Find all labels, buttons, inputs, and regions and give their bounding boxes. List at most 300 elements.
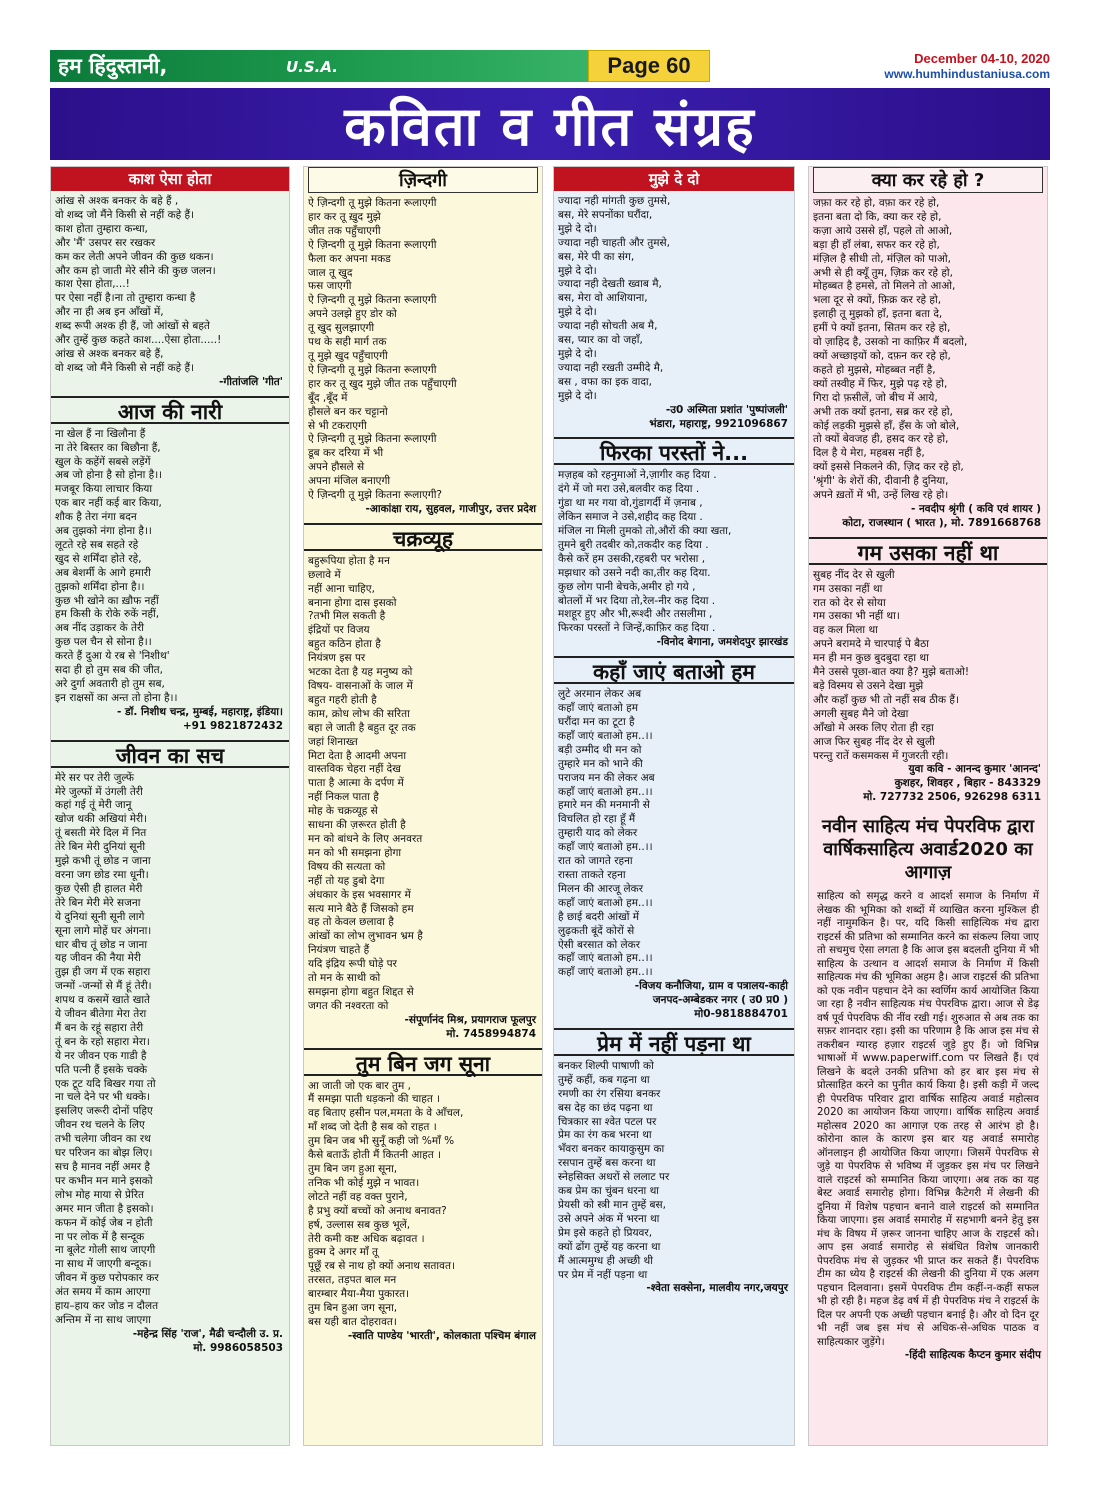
poem-line: ऐ ज़िन्दगी तू मुझे कितना रूलाएगी (308, 197, 437, 209)
poem-line: पर प्रेम में नहीं पड़ना था (558, 1268, 648, 1281)
poem-line: बूँद ,बूँद में (308, 391, 348, 404)
poem-credit-location: कुशहर, शिवहर , बिहार - 843329 (894, 777, 1041, 790)
poem-line: खुल के कहेंगें सबसे लड़ेंगें (55, 455, 151, 468)
page-number-tab (588, 50, 710, 82)
poem-credit-phone: मो. 9986058503 (193, 1341, 283, 1354)
poem-line: तेरे बिन मेरी मेरे सजना (55, 896, 141, 909)
poem-line: बस, मेरे पी का संग, (558, 250, 635, 263)
poem-line: बहुरूपिया होता है मन (308, 554, 390, 567)
poem-line: हम किसी के रोके रुकें नहीं, (55, 608, 160, 621)
poem-line: मंज़िल है सीधी तो, मंज़िल को पाओ, (813, 252, 952, 265)
poem-line: वह कल मिला था (813, 624, 878, 637)
poem-line: अभी से ही क्यूँ तुम, ज़िक्र कर रहे हो, (813, 266, 953, 279)
poem-title: गम उसका नहीं था (809, 537, 1047, 565)
poem-line: मोहब्बत है हमसे, तो मिलने तो आओ, (813, 280, 956, 293)
poem-line: ये जीवन बीतेगा मेरा तेरा (55, 1008, 147, 1021)
poem-line: पराजय मन की लेकर अब (558, 771, 655, 784)
poem-line: सच है मानव नहीं अमर है (55, 1161, 150, 1173)
poem-line: मुझे दे दो। (558, 389, 597, 402)
poem-line: जफ़ा कर रहे हो, वफ़ा कर रहे हो, (813, 197, 940, 209)
poem-credit: युवा कवि - आनन्द कुमार 'आनन्द' (908, 763, 1041, 776)
poem-line: तुम्हारी याद को लेकर (558, 827, 638, 840)
poem-line: एक बार नहीं कई बार किया, (55, 497, 162, 510)
poem-line: पूछूँ रब से नाथ हो क्यों अनाथ सतावत। (308, 1260, 455, 1273)
poem-line: परन्तु रातें कसमकस में गुजरती रही। (813, 749, 949, 762)
poem-credit-phone: मो. 727732 2506, 926298 6311 (863, 791, 1041, 804)
poem-line: मझधार को उसने नदी का,तीर कह दिया. (558, 566, 711, 579)
poem-line: समझना होगा बहुत शिद्दत से (308, 985, 414, 998)
poem-line: इसलिए जरूरी दोनों पहिए (55, 1105, 153, 1118)
poem-line: तो क्यों बेवजह ही, हसद कर रहे हो, (813, 433, 949, 446)
poem-line: आंखों का लोभ लुभावन भ्रम है (308, 930, 423, 943)
poem-line: अपना मंजिल बनाएगी (308, 475, 391, 488)
section-banner (50, 88, 1050, 160)
poem-line: हौसले बन कर चट्टानो (308, 405, 388, 418)
poem-line: यह जीवन की नैया मेरी (55, 952, 141, 965)
poem-line: ना तेरे बिस्तर का बिछौना हैं, (55, 441, 161, 454)
poem-line: अंधकार के इस भवसागर में (308, 888, 411, 901)
poem-line: क्यों ढोंग तुम्हें यह करना था (558, 1240, 661, 1253)
poem-line: अंत समय में काम आएगा (55, 1286, 151, 1299)
poem-line: अब तुझको नंगा होना है।। (55, 525, 152, 538)
poem-line: शपथ व कसमें खाते खाते (55, 994, 151, 1007)
poem-line: जन्मों -जन्मों से मैं हूं तेरी। (55, 980, 152, 993)
poem-line: ये नर जीवन एक गाडी है (55, 1049, 147, 1062)
poem-line: विचलित हो रहा हूँ मैं (558, 813, 636, 826)
poem-title: क्या कर रहे हो ? (813, 167, 1043, 193)
poem-credit: -महेन्द्र सिंह 'राज', मैढी चन्दौली उ. प्र. (132, 1327, 283, 1340)
poem-line: छलावे में (308, 568, 341, 581)
poem-line: कोई लड़की मुझसे हाँ, हँस के जो बोले, (813, 419, 960, 432)
article-headline-line: नवीन साहित्य मंच पेपरविफ द्वारा (821, 816, 1034, 838)
poem-line: ज्यादा नही देखती ख्वाब मै, (558, 278, 662, 291)
poem-line: और ना ही अब इन आँखों में, (55, 306, 164, 319)
poem-line: पाता है आत्मा के दर्पण में (308, 777, 404, 790)
poem-line: मंजिल ना मिली तुमको तो,औरों की क्या खता, (558, 525, 732, 538)
poem-line: प्रेयसी को स्त्री मान तुम्हें बस, (558, 1199, 666, 1211)
poem-line: मैं बन के रहूं सहारा तेरी (55, 1021, 144, 1034)
poem-line: स्नेहसिक्त अधरों से ललाट पर (558, 1171, 670, 1184)
poem-body (304, 197, 542, 503)
poem-line: इंद्रियों पर विजय (308, 624, 370, 637)
poem-line: ऐ ज़िन्दगी तू मुझे कितना रूलाएगी? (308, 489, 442, 502)
poem-line: तेरे बिन मेरी दुनियां सूनी (55, 841, 146, 854)
poem-line: गुंडा था मर गया वो,गुंडागर्दी में ज़नाब , (558, 497, 703, 510)
poem-line: ना साथ में जाएगी बन्दूक। (55, 1258, 152, 1271)
poem-line: मुझे दे दो। (558, 222, 597, 235)
poem-line: आज फिर सुबह नींद देर से खुली (813, 735, 935, 748)
poem-line: काश ऐसा होता,...! (55, 278, 130, 291)
poem-line: हर्ष, उल्लास सब कुछ भूलें, (308, 1218, 411, 1231)
poem-line: मिटा देता है आदमी अपना (308, 749, 407, 762)
masthead-bar (50, 50, 1050, 82)
poem-line: ज्यादा नही चाहती और तुमसे, (558, 236, 670, 249)
poem-line: अमर मान जीता है इसको। (55, 1202, 154, 1215)
site-url-link[interactable]: www.humhindustaniusa.com (884, 67, 1050, 81)
poem-line: उसे अपने अंक में भरना था (558, 1212, 660, 1225)
poem-line: ज्यादा नही रखती उम्मीदे मै, (558, 361, 664, 374)
poem-line: रात को देर से सोया (813, 596, 886, 609)
poem-line: कुछ भी खोने का ख़ौफ नहीं (55, 594, 159, 607)
poem-line: मन ही मन कुछ बुदबुदा रहा था (813, 652, 929, 665)
poem-title: मुझे दे दो (554, 167, 794, 191)
poem-line: मुझे दे दो। (558, 347, 597, 360)
poem-line: वह बिताए हसीन पल,ममता के वे आँचल, (308, 1107, 464, 1120)
poem-title: कहाँ जाएं बताओ हम (554, 656, 794, 684)
poem-line: मजबूर किया लाचार किया (55, 483, 153, 496)
poem-line: रसपान तुम्हें बस करना था (558, 1157, 656, 1170)
poem-line: लूटते रहे सब सहते रहे (55, 538, 139, 551)
poem-line: ऐसी बरसात को लेकर (558, 938, 640, 951)
poem-line: वो ज़ाहिद है, उसको ना काफ़िर मैं बदलो, (813, 336, 968, 349)
poem-line: मैं आत्ममुग्ध ही अच्छी थी (558, 1254, 653, 1267)
poem-line: धार बीच तूं छोड न जाना (55, 938, 148, 951)
poem-line: कुछ लोग पानी बेचके,अमीर हो गये , (558, 580, 696, 593)
poem-line: कहाँ जाएं बताओ हम (558, 702, 638, 715)
poem-line: बस, प्यार का वो जहाँ, (558, 334, 643, 347)
poem-line: ज्यादा नही सोचती अब मै, (558, 320, 658, 333)
poem-line: गम उसका नहीं था (813, 582, 883, 595)
poem-line: भटका देता है यह मनुष्य को (308, 666, 413, 679)
poem-line: कुछ पल चैन से सोना है।। (55, 636, 152, 649)
poem-line: काम, क्रोध लोभ की सरिता (308, 707, 410, 720)
poem-title: आज की नारी (51, 396, 289, 424)
poem-line: भला दूर से क्यों, फ़िक्र कर रहे हो, (813, 294, 942, 307)
poem-line: घर परिजन का बोझ लिए। (55, 1147, 153, 1160)
poem-line: बहा ले जाती है बहुत दूर तक (308, 721, 416, 734)
poem-line: अभी तक क्यों इतना, सब्र कर रहे हो, (813, 405, 953, 418)
poem-line: नहीं आना चाहिए, (308, 582, 375, 595)
poem-line: कब प्रेम का चुंबन धरना था (558, 1185, 660, 1198)
poem-credit: -स्वाति पाण्डेय 'भारती', कोलकाता पश्चिम बंगाल (347, 1329, 536, 1342)
poem-line: कहाँ जाएं बताओ हम..।। (558, 896, 653, 909)
poem-line: नहीं तो यह डुबो देगा (308, 874, 385, 887)
poem-line: बस यही बात दोहरावत। (308, 1315, 397, 1328)
poem-line: अपने ख़तों में भी, उन्हें लिख रहे हो। (813, 489, 949, 502)
poem-line: मशहूर हुए और भी,रूश्दी और तसलीमा , (558, 608, 713, 621)
poem-line: वास्तविक चेहरा नहीं देख (308, 763, 401, 776)
poem-line: फस जाएगी (308, 280, 352, 293)
article-headline-line: वार्षिकसाहित्य अवार्ड2020 का आगाज़ (823, 839, 1033, 884)
poem-line: जीत तक पहुँचाएगी (308, 224, 381, 237)
poem-line: इन राक्षसों का अन्त तो होना है।। (55, 691, 178, 704)
poem-credit: -विजय कनौजिया, ग्राम व पत्रालय-काही (634, 980, 788, 993)
poem-line: तुम्हारे मन को भाने की (558, 757, 643, 770)
poem-line: तुझ ही जग में एक सहारा (55, 966, 151, 979)
poem-credit-phone: मो0-9818884701 (694, 1008, 788, 1021)
poem-line: जाल तू खुद (308, 266, 353, 279)
poem-line: कैसे बताऊँ होती मैं कितनी आहत । (308, 1149, 441, 1162)
poem-line: कहते हो मुझसे, मोहब्बत नहीं है, (813, 363, 936, 376)
poem-line: पर ऐसा नहीं है।ना तो तुम्हारा कन्धा है (55, 292, 196, 305)
poem-credit-phone: मो. 7458994874 (446, 1027, 536, 1040)
poem-line: सदा ही हो तुम सब की जीत, (55, 664, 163, 677)
brand-name: हम हिंदुस्तानी, (58, 54, 168, 78)
poem-line: डूब कर दरिया में भी (308, 447, 384, 460)
poem-line: मुझे दे दो। (558, 306, 597, 319)
poem-line: बड़ी उम्मीद थी मन को (558, 743, 642, 756)
poem-credit: - डॉ. निशीथ चन्द्र, मुम्बई, महाराष्ट्र, इंडिया। (116, 705, 283, 718)
poem-line: शब्द रूपी अश्क ही हैं, जो आंखों से बहते (55, 320, 210, 333)
poem-line: मैं समझा पाती धड़कनो की चाहत । (308, 1093, 441, 1106)
poem-line: कहाँ जाएं बताओ हम..।। (558, 841, 653, 854)
poem-line: अब बेशर्मी के आगे हमारी (55, 566, 151, 579)
poem-credit: -आकांक्षा राय, सुहवल, गाजीपुर, उत्तर प्रदेश (365, 502, 536, 515)
poem-line: कहाँ जाएं बताओ हम..।। (558, 952, 653, 965)
poem-line: कफन में कोई जेब न होती (55, 1216, 153, 1229)
poem-line: हमीं पे क्यों इतना, सितम कर रहे हो, (813, 322, 951, 335)
poem-credit: -श्वेता सक्सेना, मालवीय नगर,जयपुर (646, 1282, 788, 1295)
poem-line: वह तो केवल छलावा है (308, 916, 394, 929)
poem-line: कहां गई तूं मेरी जानू (55, 799, 132, 812)
poem-line: तभी चलेगा जीवन का रथ (55, 1133, 151, 1146)
poem-line: मिलन की आरजू लेकर (558, 882, 644, 895)
poem-line: अगली सुबह मैने जो देखा (813, 707, 909, 720)
poem-body (51, 428, 289, 706)
poem-line: गिरा दो फ़सीलें, जो बीच में आये, (813, 391, 938, 404)
section-title: कविता व गीत संग्रह (344, 95, 756, 158)
poem-credit: -उ0 अस्मिता प्रशांत 'पुष्पांजली' (665, 403, 788, 416)
poem-line: जगत की नश्वरता को (308, 999, 389, 1012)
poem-line: क्यों अच्छाइयों को, दफ़न कर रहे हो, (813, 349, 951, 362)
poem-line: बारम्बार मैया-मैया पुकारत। (308, 1288, 410, 1301)
poem-line: तुम बिन जग हुआ सूना, (308, 1163, 398, 1175)
poem-line: कैसे करें हम उसकी,रहबरी पर भरोसा , (558, 552, 706, 565)
poem-line: एक टूट यदि बिखर गया तो (55, 1077, 156, 1090)
poem-line: आंख से अश्क बनकर के बहे हैं , (55, 195, 179, 207)
poem-line: से भी टकराएगी (308, 419, 367, 432)
poem-line: नहीं निकल पाता है (308, 791, 379, 804)
poem-credit-location: जनपद-अम्बेडकर नगर ( उ0 प्र0 ) (652, 994, 788, 1007)
poem-line: सुबह नींद देर से खुली (813, 568, 895, 581)
poem-line: हाय–हाय कर जोड न दौलत (55, 1300, 159, 1313)
poem-line: बनाना होगा दास इसको (308, 596, 397, 609)
poem-line: तो मन के साथी को (308, 972, 381, 985)
poem-line: बस , वफा का इक वादा, (558, 375, 652, 388)
poem-line: मन को बांधने के लिए अनवरत (308, 832, 423, 845)
issue-date: December 04-10, 2020 (914, 51, 1050, 66)
poem-line: मेरे जुल्फों में उंगली तेरी (55, 785, 143, 798)
poem-line: ना पर लोक में है सन्दूक (55, 1230, 145, 1243)
poem-line: गम उसका भी नहीं था। (813, 610, 900, 623)
poem-line: हार कर तू ख़ुद मुझे (308, 210, 381, 223)
poem-line: कहाँ जाएं बताओ हम..।। (558, 966, 653, 979)
poem-line: लोभ मोह माया से प्रेरित (55, 1188, 145, 1201)
poem-line: है प्रभु क्यों बच्चों को अनाथ बनावत? (308, 1204, 447, 1217)
poem-line: बड़ा ही हाँ लंबा, सफर कर रहे हो, (813, 238, 940, 251)
poem-line: तूं बसती मेरे दिल में नित (55, 827, 147, 840)
poem-line: भँवरा बनकर कायाकुसुम का (558, 1143, 665, 1156)
poem-line: तुम बिन जब भी सुनूँ कही जो %माँ % (308, 1135, 455, 1148)
poem-line: तरसत, तड़पत बाल मन (308, 1274, 397, 1287)
poem-line: हमारे मन की मनमानी से (558, 799, 650, 812)
poem-line: कहाँ जाएं बताओ हम..।। (558, 729, 653, 742)
poem-line: वरना जग छोड रमा धूनी। (55, 868, 149, 881)
poem-line: रास्ता ताकते रहना (558, 868, 626, 881)
poem-line: अब नींद उड़ाकर के तेरी (55, 622, 145, 635)
poem-line: प्रेम का रंग कब भरना था (558, 1129, 652, 1142)
poem-credit: -गीतांजलि 'गीत' (218, 375, 283, 388)
poem-line: दिल है ये मेरा, महबस नहीं है, (813, 447, 925, 460)
poem-line: कम कर लेती अपने जीवन की कुछ थकन। (55, 250, 214, 263)
poem-line: मुझे दे दो। (558, 264, 597, 277)
poem-line: क्यों इससे निकलने की, ज़िद कर रहे हो, (813, 461, 964, 474)
poem-line: लेकिन समाज ने उसे,शहीद कह दिया . (558, 511, 703, 524)
poem-line: वो शब्द जो मैंने किसी से नहीं कहे हैं। (55, 208, 195, 221)
poem-line: अन्तिम में ना साथ जाएगा (55, 1313, 151, 1326)
poem-line: घरौंदा मन का टूटा है (558, 716, 635, 728)
poem-credit: -संपूर्णानंद मिश्र, प्रयागराज फूलपुर (404, 1013, 536, 1026)
poem-body (554, 1060, 794, 1283)
poem-line: अरे दुर्गा अवतारी हो तुम सब, (55, 678, 165, 690)
poem-line: आंख से अश्क बनकर बहे हैं, (55, 347, 164, 360)
poem-credit-location: भंडारा, महाराष्ट्र, 9921096867 (649, 417, 788, 430)
poem-line: मोह के चक्रव्यूह से (308, 805, 378, 818)
poem-line: ना बूलेट गोली साथ जाएगी (55, 1244, 156, 1257)
poem-line: विषय की सत्यता को (308, 860, 386, 873)
poem-line: साधना की ज़रूरत होती है (308, 819, 406, 832)
poem-line: शौक है तेरा नंगा बदन (55, 511, 137, 524)
poem-line: ये दुनियां सूनी सूनी लागे (55, 910, 145, 923)
poem-body (554, 688, 794, 980)
poem-line: फैला कर अपना मकड (308, 252, 391, 265)
poem-body (51, 195, 289, 376)
poem-line: खुद से शर्मिंदा होते रहे, (55, 552, 142, 565)
poem-line: अब जो होना है सो होना है।। (55, 469, 163, 482)
poem-line: तू मुझे खुद पहुँचाएगी (308, 349, 388, 362)
poem-line: ?तभी मिल सकती है (308, 610, 386, 623)
poem-line: काश होता तुम्हारा कन्धा, (55, 222, 148, 235)
poem-line: ना खेल हैं ना खिलौना हैं (55, 427, 146, 440)
poem-line: अपने हौसले से (308, 461, 365, 474)
poem-line: बनकर शिल्पी पाषाणी को (558, 1059, 654, 1072)
poem-line: आ जाती जो एक बार तुम , (308, 1079, 411, 1092)
poem-line: है छाई बदरी आंखों में (558, 910, 640, 923)
poem-line: अपने बरामदे मे चारपाई पे बैठा (813, 638, 929, 651)
poem-title: प्रेम में नहीं पड़ना था (554, 1028, 794, 1056)
poem-line: और 'मैं' उसपर सर रखकर (55, 236, 156, 249)
poem-line: सूना लागे मोहें घर अंगना। (55, 924, 152, 937)
poem-line: बोतलों में भर दिया तो,रेल-नीर कह दिया . (558, 594, 716, 607)
brand-suffix: U.S.A. (286, 58, 338, 76)
poem-body (809, 569, 1047, 764)
brand-band (50, 50, 610, 82)
poem-line: खोज थकी अखियां मेरी। (55, 813, 148, 826)
poem-line: यदि इंद्रिय रूपी घोड़े पर (308, 958, 397, 971)
poem-line: मन को भी समझना होगा (308, 846, 402, 859)
poem-line: दंगे में जो मरा उसे,बलवीर कह दिया . (558, 483, 700, 496)
poem-line: करते हैं दुआ ये रब से 'निशीथ' (55, 650, 170, 663)
poem-title: फिरका परस्तों ने... (554, 437, 794, 465)
poem-credit-location: कोटा, राजस्थान ( भारत ), मो. 7891668768 (842, 516, 1041, 529)
poem-line: फिरका परस्तों ने जिन्हें,काफ़िर कह दिया . (558, 622, 716, 635)
poem-line: पति पत्नी हैं इसके चक्के (55, 1063, 148, 1076)
poem-line: प्रेम इसे कहते हो प्रियवर, (558, 1226, 653, 1239)
poem-line: माँ शब्द जो देती है सब को राहत । (308, 1121, 437, 1134)
poem-line: सत्य माने बैठे हैं जिसको हम (308, 902, 414, 915)
column-1 (50, 166, 290, 1446)
column-4 (808, 166, 1048, 1446)
poem-line: और तुम्हें कुछ कहते काश....ऐसा होता.....! (55, 334, 222, 347)
poem-line: ज्यादा नही मांगती कुछ तुमसे, (558, 195, 671, 207)
poem-title: चक्रव्यूह (304, 523, 542, 551)
poem-line: लुढ़कती बूंदें कोरों से (558, 924, 635, 937)
poem-line: ऐ ज़िन्दगी तू मुझे कितना रूलाएगी (308, 294, 437, 307)
poem-line: पर कभीन मन माने इसको (55, 1174, 153, 1187)
poem-line: तू खुद सुलझाएगी (308, 322, 375, 335)
poem-line: जहां शिनाख्त (308, 735, 358, 748)
poem-line: इलाही तू मुझको हाँ, इतना बता दे, (813, 308, 943, 321)
poem-line: आँखो मे अस्क लिए रोता ही रहा (813, 721, 934, 734)
poem-line: ऐ ज़िन्दगी तू मुझे कितना रूलाएगी (308, 238, 437, 251)
poem-line: रमणी का रंग रसिया बनकर (558, 1087, 661, 1100)
page-number: Page 60 (607, 53, 691, 78)
poem-line: लुटे अरमान लेकर अब (558, 688, 642, 701)
poem-line: और कम हो जाती मेरे सीने की कुछ जलन। (55, 264, 216, 277)
poem-line: कज़ा आये उससे हाँ, पहले तो आओ, (813, 224, 953, 237)
poem-line: कुछ ऐसी ही हालत मेरी (55, 882, 143, 895)
poem-line: पथ के सही मार्ग तक (308, 336, 387, 349)
poem-line: नियंत्रण इस पर (308, 652, 366, 665)
poem-title: जीवन का सच (51, 740, 289, 768)
poem-line: और कहाँ कुछ भी तो नहीं सब ठीक हैं। (813, 693, 959, 706)
poem-line: इतना बता दो कि, क्या कर रहे हो, (813, 210, 942, 223)
poem-line: ऐ ज़िन्दगी तू मुझे कितना रूलाएगी (308, 433, 437, 446)
poem-line: नियंत्रण चाहते हैं (308, 944, 370, 957)
poem-body (304, 1080, 542, 1330)
article-headline (811, 815, 1045, 884)
poem-line: लोटते नहीं वह वक्त पुराने, (308, 1190, 408, 1203)
poem-line: मज़हब को रहनुमाओं ने,ज़ागीर कह दिया . (558, 469, 717, 482)
poem-line: तुमने बुरी तदबीर को,तकदीर कह दिया . (558, 538, 709, 551)
poem-body (51, 772, 289, 1328)
poem-line: हुक्म दे अगर माँ तू (308, 1246, 379, 1259)
poem-line: वो शब्द जो मैंने किसी से नहीं कहे हैं। (55, 361, 195, 374)
poem-title: काश ऐसा होता (51, 167, 289, 191)
poem-line: ना चले देने पर भी धक्के। (55, 1091, 151, 1104)
poem-line: अपने उलझे हुए डोर को (308, 308, 397, 321)
poem-line: तूं बन के रहो सहारा मेरा। (55, 1035, 150, 1048)
poem-line: तुझको शर्मिंदा होना है।। (55, 580, 145, 593)
poem-line: मैने उससे पूछा-बात क्या है? मुझे बताओ! (813, 666, 970, 679)
poem-line: विषय- वासनाओं के जाल में (308, 680, 413, 692)
poem-body (809, 197, 1047, 503)
poem-line: कहाँ जाएं बताओ हम..।। (558, 785, 653, 798)
poem-line: बस, मेरा वो आशियाना, (558, 292, 648, 305)
poem-line: क्यों तस्वीह में फिर, मुझे पढ़ रहे हो, (813, 377, 948, 390)
poem-line: बस, मेरे सपनोंका घरौंदा, (558, 208, 653, 221)
poem-line: तनिक भी कोई मुझे न भावत। (308, 1176, 420, 1189)
article-body: साहित्य को समृद्ध करने व आदर्श समाज के निर्माण में लेखक की भूमिका को शब्दों में व्याखित करना मुश्किल ही नहीं नामुमकिन है। पर, यदि किसी साहित्यिक मंच द्वारा राइटर्स की प्रतिभा को सम्मानित करने का संकल्प लिया जाए तो सचमुच ऐसा लगता है कि आज इस बदलती दुनिया में भी साहित्य के उत्थान व आदर्श समाज के निर्माण में किसी साहित्यक मंच की भूमिका अहम है। आज राइटर्स की प्रतिभा को एक नवीन पहचान देने का स्वर्णिम कार्य आयोजित किया जा रहा है नवीन साहित्यक मंच पेपरविफ द्वारा। आज से डेढ़ वर्ष पूर्व पेपरविफ की नींव रखी गई। शुरुआत से अब तक का सफ़र शानदार रहा। इसी का परिणाम है कि आज इस मंच से तकरीबन ग्यारह हज़ार राइटर्स जुड़े हुए हैं। जो विभिन्न भाषाओं में www.paperwiff.com पर लिखते हैं। एवं लिखने के बदले उनकी प्रतिभा को हर बार इस मंच से प्रोत्साहित करने का पुनीत कार्य किया है। इसी कड़ी में जल्द ही पेपरविफ परिवार द्वारा वार्षिक साहित्य अवार्ड महोत्सव 2020 का आयोजन किया जाएगा। वार्षिक साहित्य अवार्ड महोत्सव 2020 का आगाज़ एक तरह से आरंभ हो है। कोरोना काल के कारण इस बार यह अवार्ड समारोह ऑनलाइन ही आयोजित किया जाएगा। जिसमें पेपरविफ से जुड़े या पेपरविफ से भविष्य में जुड़कर इस मंच पर लिखने वाले राइटर्स को सम्मानित किया जाएगा। अब तक का यह बेस्ट अवार्ड समारोह होगा। विभिन्न कैटेगरी में लेखनी की दुनिया में विशेष पहचान बनाने वाले राइटर्स को सम्मानित किया जाएगा। इस अवार्ड समारोह में सहभागी बनने हेतु इस मंच के विषय में ज़रूर जानना चाहिए आज के राइटर्स को। आप इस अवार्ड समारोह से संबंधित विशेष जानकारी पेपरविफ मंच से जुड़कर भी प्राप्त कर सकते हैं। पेपरविफ टीम का ध्येय है राइटर्स की लेखनी की दुनिया में एक अलग पहचान दिलवाना। इसमें पेपरविफ टीम कहीं-न-कहीं सफल भी हो रही है। महज डेढ़ वर्ष में ही पेपरविफ मंच ने राइटर्स के दिल पर अपनी एक अच्छी पहचान बनाई है। और वो दिन दूर भी नहीं जब इस मंच से अधिक-से-अधिक पाठक व साहित्यकार जुड़ेंगे। (817, 890, 1039, 1348)
poem-title: ज़िन्दगी (308, 167, 538, 193)
poem-line: बहुत गहरी होती है (308, 693, 377, 706)
poem-line: बहुत कठिन होता है (308, 638, 381, 651)
poem-line: ऐ ज़िन्दगी तू मुझे कितना रूलाएगी (308, 363, 437, 376)
poem-line: 'श्रृंगी' के शेरों की, दीवानी है दुनिया, (813, 475, 949, 488)
poem-credit: - नवदीप श्रृंगी ( कवि एवं शायर ) (910, 502, 1041, 515)
poem-line: चित्रकार सा श्वेत पटल पर (558, 1115, 657, 1128)
poem-title: तुम बिन जग सूना (304, 1048, 542, 1076)
poem-line: जीवन रथ चलने के लिए (55, 1119, 145, 1132)
poem-line: मेरे सर पर तेरी जुल्फें (55, 771, 134, 784)
poem-line: बड़े विस्मय से उसने देखा मुझे (813, 680, 924, 692)
poem-body (304, 555, 542, 1014)
poem-line: हार कर तू खुद मुझे जीत तक पहुँचाएगी (308, 377, 457, 390)
column-3 (553, 166, 795, 1446)
column-2 (303, 166, 543, 1446)
poem-credit: -विनोद बेगाना, जमशेदपुर झारखंड (656, 636, 788, 649)
article-credit: -हिंदी साहित्यक कैप्टन कुमार संदीप (904, 1349, 1041, 1362)
